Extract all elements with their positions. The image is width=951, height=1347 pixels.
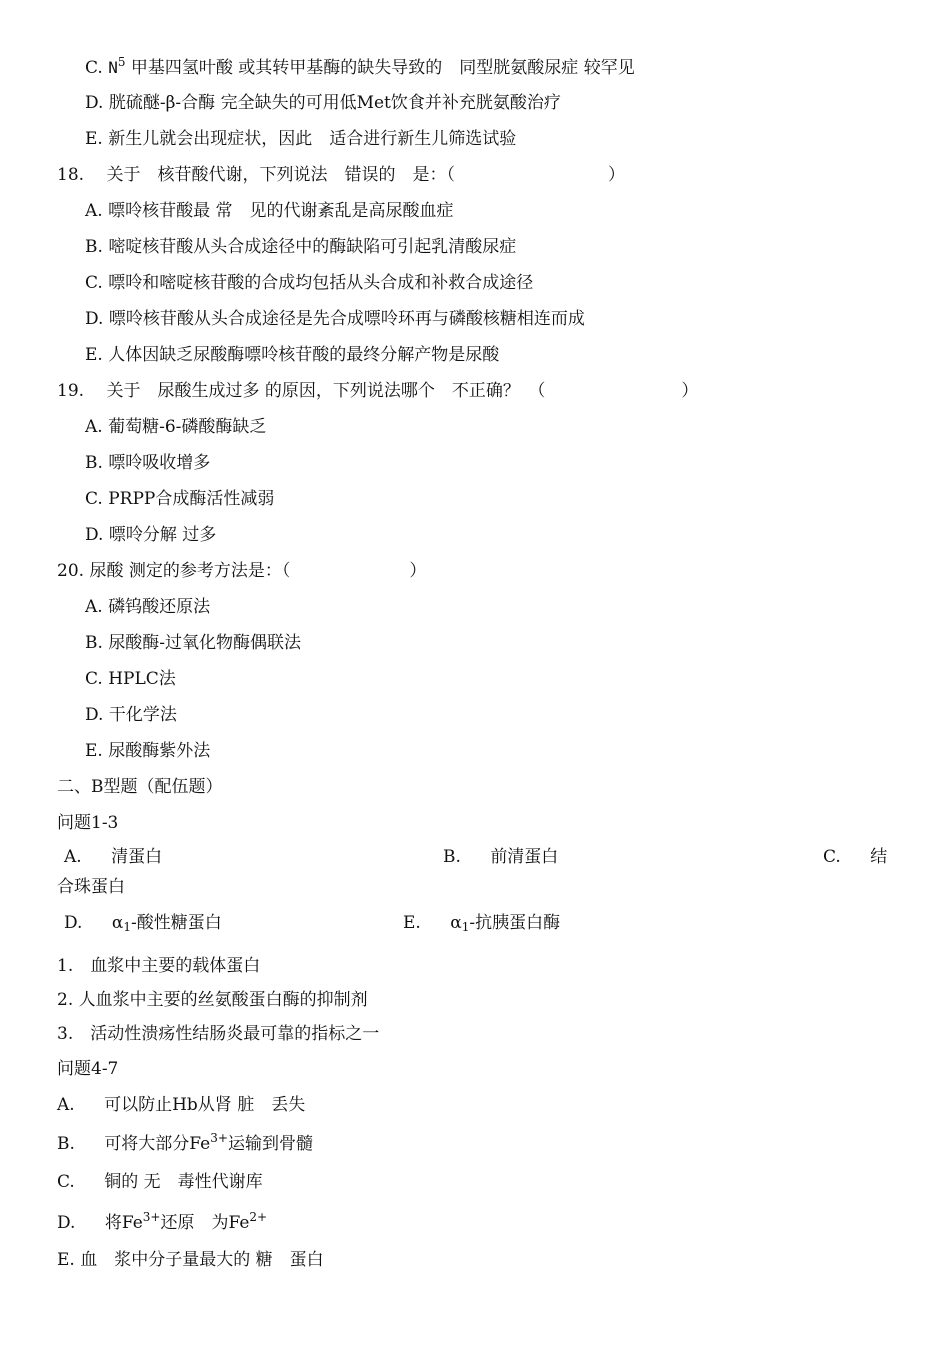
q19-option-a: A. 葡萄糖-6-磷酸酶缺乏 — [85, 417, 267, 437]
q18-option-a: A. 嘌呤核苷酸最 常 见的代谢紊乱是高尿酸血症 — [85, 201, 454, 221]
group2-option-a: A. 可以防止Hb从肾 脏 丢失 — [57, 1095, 306, 1115]
group1-option-d: D. $\alpha_1-$酸性糖蛋白 — [64, 913, 222, 934]
q18-option-b: B. 嘧啶核苷酸从头合成途径中的酶缺陷可引起乳清酸尿症 — [85, 237, 517, 257]
section-b-heading: 二、B型题（配伍题） — [57, 777, 223, 797]
q17-option-d: D. 胱硫醚-β-合酶 完全缺失的可用低Met饮食并补充胱氨酸治疗 — [85, 93, 561, 113]
group1-option-e: E. $\alpha_1-$抗胰蛋白酶 — [403, 913, 561, 934]
q17-option-c: C. $N^5$ 甲基四氢叶酸 或其转甲基酶的缺失导致的 同型胱氨酸尿症 较罕见 — [85, 55, 635, 78]
q20-option-b: B. 尿酸酶-过氧化物酶偶联法 — [85, 633, 302, 653]
group2-option-b: B. 可将大部分$Fe^{3+}$运输到骨髓 — [57, 1131, 313, 1154]
group2-option-c: C. 铜的 无 毒性代谢库 — [57, 1172, 263, 1192]
group1-question-1: 1. 血浆中主要的载体蛋白 — [57, 956, 261, 976]
q19-stem: 19. 关于 尿酸生成过多 的原因，下列说法哪个 不正确？ （ ） — [57, 381, 699, 401]
q20-option-c: C. HPLC法 — [85, 669, 176, 689]
q20-option-d: D. 干化学法 — [85, 705, 177, 725]
q18-option-e: E. 人体因缺乏尿酸酶嘌呤核苷酸的最终分解产物是尿酸 — [85, 345, 500, 365]
q19-option-d: D. 嘌呤分解 过多 — [85, 525, 217, 545]
q17-option-e: E. 新生儿就会出现症状，因此 适合进行新生儿筛选试验 — [85, 129, 517, 149]
group2-option-e: E. 血 浆中分子量最大的 糖 蛋白 — [57, 1250, 324, 1270]
group1-option-c-continued: 合珠蛋白 — [57, 877, 125, 897]
group1-option-b: B. 前清蛋白 — [443, 847, 559, 867]
group1-option-a: A. 清蛋白 — [64, 847, 163, 867]
group2-option-d: D. 将$Fe^{3+}$还原 为$Fe^{2+}$ — [57, 1210, 268, 1233]
group1-question-2: 2. 人血浆中主要的丝氨酸蛋白酶的抑制剂 — [57, 990, 368, 1010]
q18-option-d: D. 嘌呤核苷酸从头合成途径是先合成嘌呤环再与磷酸核糖相连而成 — [85, 309, 585, 329]
group1-question-3: 3. 活动性溃疡性结肠炎最可靠的指标之一 — [57, 1024, 380, 1044]
q20-option-a: A. 磷钨酸还原法 — [85, 597, 211, 617]
group1-title: 问题1-3 — [57, 813, 119, 833]
group1-option-c: C. 结 — [823, 847, 888, 867]
q20-stem: 20. 尿酸 测定的参考方法是：（ ） — [57, 561, 427, 581]
q18-stem: 18. 关于 核苷酸代谢，下列说法 错误的 是：（ ） — [57, 165, 625, 185]
q19-option-c: C. PRPP合成酶活性减弱 — [85, 489, 275, 509]
q19-option-b: B. 嘌呤吸收增多 — [85, 453, 211, 473]
q20-option-e: E. 尿酸酶紫外法 — [85, 741, 211, 761]
group2-title: 问题4-7 — [57, 1059, 119, 1079]
q18-option-c: C. 嘌呤和嘧啶核苷酸的合成均包括从头合成和补救合成途径 — [85, 273, 534, 293]
